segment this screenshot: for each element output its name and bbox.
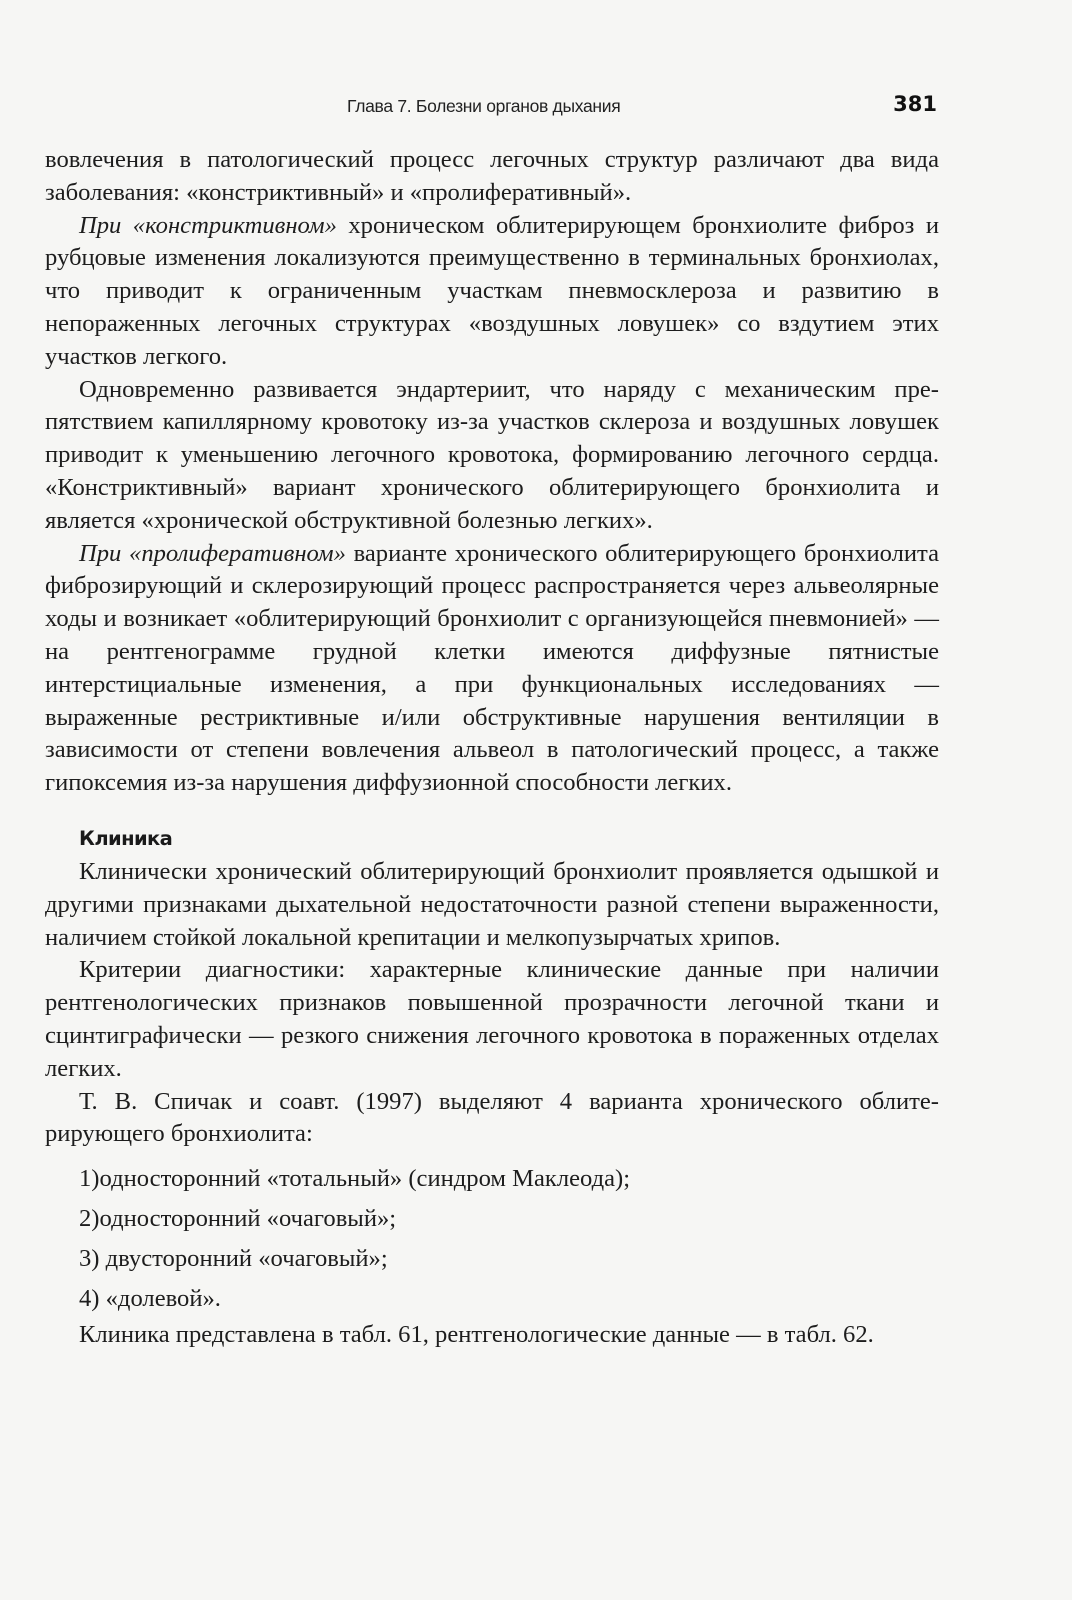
section-title: Клиника (79, 826, 173, 850)
paragraph: Клинически хронический облитерирующий бронхиолит проявляется одышкой и другими признаками дыхательной недостаточности разной степени выраженности, наличием стойкой локальной крепитации и мелкопузырчатых хрипов. (45, 857, 939, 951)
list-item: 1)односторонний «тотальный» (синдром Маклеода); (79, 1165, 631, 1193)
variants-list (45, 1159, 939, 1319)
list-item: 2)односторонний «очаговый»; (79, 1205, 397, 1233)
paragraph-text: варианте хронического облитерирующего бронхиолита фиброзирующий и склерозирующий процесс распространяется через альвеолярные ходы и возникает «облитерирующий бронхиолит с организующейся пневмонией» — на рентгенограмме грудной клетки имеются диффузные пятнистые интерстициальные изменения, а при функциональных исследованиях — выраженные рестриктивные и/или обструктивные нарушения вентиляции в зависимости от степени вовлечения альвеол в патологический процесс, а также гипоксемия из-за нарушения диффузионной способности легких. (45, 539, 939, 797)
paragraph: Т. В. Спичак и соавт. (1997) выделяют 4 варианта хронического облитерирующего бронхиолита: (45, 1087, 939, 1148)
paragraph: вовлечения в патологический процесс легочных структур различают два вида заболевания: «констриктивный» и «пролиферативный». (45, 146, 939, 206)
paragraph: Критерии диагностики: характерные клинические данные при наличии рентгенологических признаков повышенной прозрачности легочной ткани и сцинтиграфически — резкого снижения легочного кровотока в пораженных отделах легких. (45, 956, 939, 1082)
page-header (45, 92, 937, 126)
paragraph: Одновременно развивается эндартериит, что наряду с механическим препятствием капиллярному кровотоку из-за участков склероза и воздушных ловушек приводит к уменьшению легочного кровотока, формированию легочного сердца. «Констриктивный» вариант хронического облитерирующего бронхиолита и является «хронической обструктивной болезнью легких». (45, 375, 939, 534)
paragraph (45, 210, 939, 374)
paragraph: Клиника представлена в табл. 61, рентгенологические данные — в табл. 62. (79, 1321, 874, 1349)
italic-lead: При «пролиферативном» (79, 539, 346, 567)
list-item: 4) «долевой». (79, 1285, 221, 1313)
running-head: Глава 7. Болезни органов дыхания (347, 96, 621, 116)
page-body (45, 144, 939, 1352)
paragraph (45, 538, 939, 800)
paragraph-text: хроническом облитерирующем бронхиолите фиброз и рубцовые изменения локализуются преимущественно в терминальных бронхиолах, что приводит к ограниченным участкам пневмосклероза и развитию в непораженных легочных структурах «воздушных ловушек» со вздутием этих участков легкого. (45, 211, 939, 370)
page-number: 381 (893, 92, 937, 116)
italic-lead: При «констриктивном» (79, 211, 337, 239)
list-item: 3) двусторонний «очаговый»; (79, 1245, 388, 1273)
